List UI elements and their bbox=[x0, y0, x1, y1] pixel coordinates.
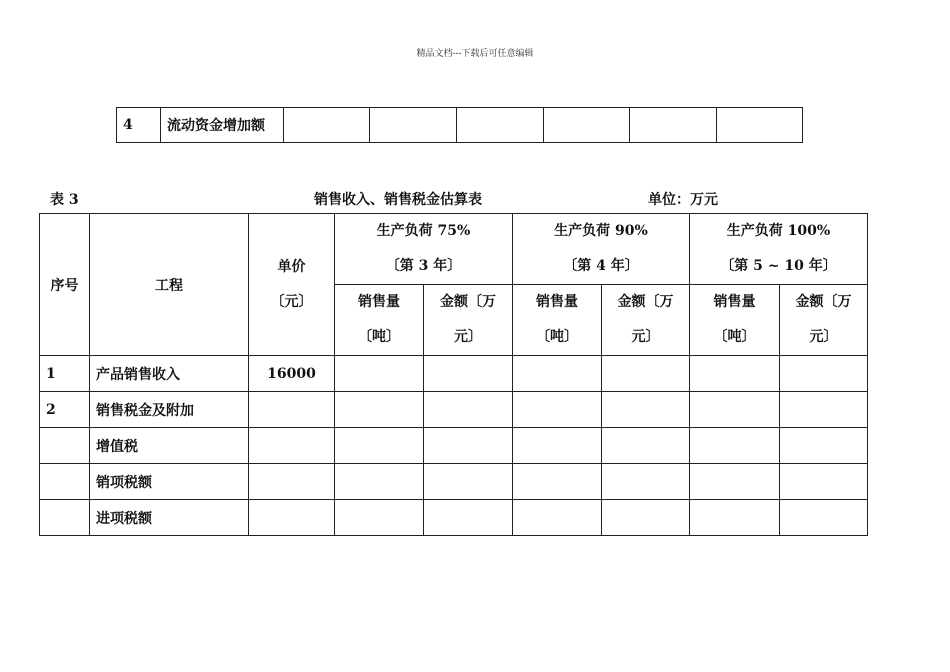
subheader-amount-line2: 元〕 bbox=[631, 329, 660, 345]
header-price-line1: 单价 bbox=[277, 258, 306, 275]
header-load-75 bbox=[335, 214, 513, 285]
table-cell bbox=[602, 392, 690, 428]
subheader-amount-line1: 金额〔万 bbox=[617, 294, 674, 310]
header-price bbox=[249, 214, 335, 356]
table-row bbox=[40, 464, 868, 500]
table-cell bbox=[424, 500, 513, 536]
subheader-qty bbox=[690, 285, 780, 356]
subheader-qty-line2: 〔吨〕 bbox=[358, 329, 400, 345]
subheader-amount-line2: 元〕 bbox=[809, 329, 838, 345]
subheader-qty-line1: 销售量 bbox=[713, 294, 756, 310]
table-title: 销售收入、销售税金估算表 bbox=[314, 192, 482, 208]
table-cell bbox=[780, 392, 868, 428]
subheader-amount-line1: 金额〔万 bbox=[795, 294, 852, 310]
header-load-100 bbox=[690, 214, 868, 285]
row-number: 4 bbox=[117, 108, 161, 143]
table-cell bbox=[780, 500, 868, 536]
table-cell bbox=[513, 356, 602, 392]
row-number: 1 bbox=[40, 356, 90, 392]
table-number: 表 3 bbox=[50, 192, 79, 208]
row-price bbox=[249, 464, 335, 500]
table-row bbox=[40, 356, 868, 392]
row-price bbox=[249, 500, 335, 536]
subheader-qty bbox=[335, 285, 424, 356]
header-item: 工程 bbox=[90, 214, 249, 356]
table-cell bbox=[602, 356, 690, 392]
row-item: 销售税金及附加 bbox=[90, 392, 249, 428]
header-load-100-line1: 生产负荷 100% bbox=[726, 223, 831, 239]
table-cell bbox=[424, 464, 513, 500]
row-price: 16000 bbox=[249, 356, 335, 392]
table-cell bbox=[335, 500, 424, 536]
row-price bbox=[249, 392, 335, 428]
page-header-note: 精品文档---下载后可任意编辑 bbox=[416, 49, 534, 59]
row-item: 产品销售收入 bbox=[90, 356, 249, 392]
table-cell bbox=[630, 108, 717, 143]
table-cell bbox=[780, 356, 868, 392]
table-row bbox=[117, 108, 803, 143]
row-item: 销项税额 bbox=[90, 464, 249, 500]
subheader-amount-line2: 元〕 bbox=[454, 329, 482, 345]
table-cell bbox=[284, 108, 370, 143]
table-cell bbox=[690, 464, 780, 500]
subheader-amount-line1: 金额〔万 bbox=[440, 294, 496, 310]
header-load-90 bbox=[513, 214, 690, 285]
row-item: 流动资金增加额 bbox=[161, 108, 284, 143]
row-number bbox=[40, 500, 90, 536]
subheader-qty-line2: 〔吨〕 bbox=[713, 329, 756, 345]
table-cell bbox=[424, 392, 513, 428]
subheader-amount bbox=[780, 285, 868, 356]
subheader-qty bbox=[513, 285, 602, 356]
table-cell bbox=[335, 356, 424, 392]
table-cell bbox=[717, 108, 803, 143]
table-cell bbox=[690, 428, 780, 464]
table-cell bbox=[690, 392, 780, 428]
table-cell bbox=[424, 428, 513, 464]
subheader-qty-line1: 销售量 bbox=[536, 294, 578, 310]
previous-table-fragment bbox=[116, 107, 803, 143]
header-row bbox=[40, 214, 868, 285]
table-cell bbox=[602, 500, 690, 536]
table-row bbox=[40, 392, 868, 428]
row-item: 增值税 bbox=[90, 428, 249, 464]
header-load-75-line2: 〔第 3 年〕 bbox=[385, 258, 462, 274]
table-cell bbox=[690, 356, 780, 392]
subheader-qty-line1: 销售量 bbox=[358, 294, 400, 310]
table-cell bbox=[602, 464, 690, 500]
row-item: 进项税额 bbox=[90, 500, 249, 536]
table-cell bbox=[370, 108, 457, 143]
table-cell bbox=[690, 500, 780, 536]
header-price-line2: 〔元〕 bbox=[270, 293, 313, 310]
header-seq: 序号 bbox=[40, 214, 90, 356]
row-number bbox=[40, 428, 90, 464]
table-cell bbox=[780, 464, 868, 500]
table-cell bbox=[602, 428, 690, 464]
table-cell bbox=[513, 428, 602, 464]
header-load-90-line2: 〔第 4 年〕 bbox=[563, 258, 639, 274]
table-cell bbox=[780, 428, 868, 464]
table-cell bbox=[335, 464, 424, 500]
sales-tax-estimate-table bbox=[39, 213, 868, 536]
subheader-qty-line2: 〔吨〕 bbox=[536, 329, 578, 345]
table-cell bbox=[424, 356, 513, 392]
row-price bbox=[249, 428, 335, 464]
row-number bbox=[40, 464, 90, 500]
row-number: 2 bbox=[40, 392, 90, 428]
table-cell bbox=[335, 428, 424, 464]
table-cell bbox=[544, 108, 630, 143]
subheader-amount bbox=[424, 285, 513, 356]
table-cell bbox=[335, 392, 424, 428]
table-cell bbox=[513, 392, 602, 428]
header-load-100-line2: 〔第 5 ~ 10 年〕 bbox=[720, 258, 837, 274]
subheader-amount bbox=[602, 285, 690, 356]
table-cell bbox=[457, 108, 544, 143]
table-unit: 单位：万元 bbox=[648, 192, 718, 208]
table-cell bbox=[513, 464, 602, 500]
table-row bbox=[40, 500, 868, 536]
table-row bbox=[40, 428, 868, 464]
table-cell bbox=[513, 500, 602, 536]
header-load-75-line1: 生产负荷 75% bbox=[376, 223, 471, 239]
header-load-90-line1: 生产负荷 90% bbox=[554, 223, 648, 239]
